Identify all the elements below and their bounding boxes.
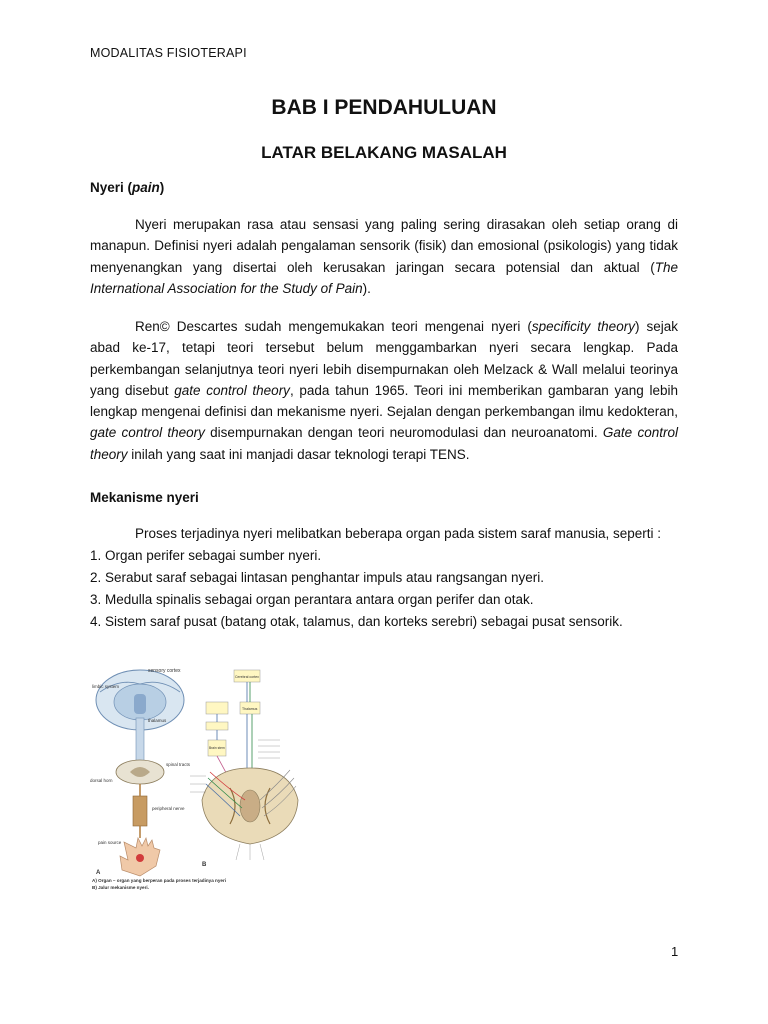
page-header: MODALITAS FISIOTERAPI bbox=[90, 46, 247, 60]
label-dorsal-horn: dorsal horn bbox=[90, 778, 113, 783]
label-limbic-system: limbic system bbox=[92, 684, 120, 689]
p2-d: gate control theory bbox=[174, 382, 290, 398]
p2-i: inilah yang saat ini manjadi dasar teknologi terapi TENS. bbox=[127, 446, 470, 462]
nyeri-heading bbox=[90, 180, 164, 195]
figure-panel-a bbox=[90, 668, 191, 876]
paragraph-nyeri-definition bbox=[90, 214, 678, 299]
p2-g: disempurnakan dengan teori neuromodulasi dan neuroanatomi. bbox=[204, 425, 603, 441]
p2-h: Gate control theory bbox=[90, 425, 678, 462]
list-item: 3. Medulla spinalis sebagai organ perantara antara organ perifer dan otak. bbox=[90, 592, 534, 607]
list-item: 1. Organ perifer sebagai sumber nyeri. bbox=[90, 548, 322, 563]
label-peripheral-nerve: peripheral nerve bbox=[152, 806, 185, 811]
label-cerebral-cortex: Cerebral cortex bbox=[235, 675, 259, 679]
list-item: 4. Sistem saraf pusat (batang otak, talamus, dan korteks serebri) sebagai pusat sensorik. bbox=[90, 614, 623, 629]
paragraph-nyeri-theory bbox=[90, 316, 678, 465]
p2-e: , pada tahun 1965. Teori ini memberikan gambaran yang lebih lengkap mengenai definisi dan mekanisme nyeri. Sejalan dengan perkembangan ilmu kedokteran, bbox=[90, 382, 678, 420]
label-panel-b: B bbox=[202, 862, 207, 868]
p1-italic: The International Association for the Study of Pain bbox=[90, 259, 678, 296]
section-title: LATAR BELAKANG MASALAH bbox=[261, 143, 507, 162]
p1-text: Nyeri merupakan rasa atau sensasi yang paling sering dirasakan oleh setiap orang di manapun. Definisi nyeri adalah pengalaman sensorik (fisik) dan emosional (psikologis) yang tidak menyenangkan yang disertai oleh kerusakan jaringan secara potensial dan aktual ( bbox=[90, 217, 678, 275]
label-panel-a: A bbox=[96, 870, 101, 876]
label-pain-source: pain source bbox=[98, 840, 122, 845]
label-sensory-cortex: sensory cortex bbox=[148, 668, 181, 674]
peripheral-nerve-shape bbox=[133, 796, 147, 826]
p2-f: gate control theory bbox=[90, 425, 205, 441]
mekanisme-list bbox=[90, 523, 690, 633]
nyeri-heading-end: ) bbox=[159, 180, 165, 195]
nyeri-heading-italic: pain bbox=[132, 180, 160, 195]
page-number: 1 bbox=[671, 944, 679, 959]
pain-source-dot bbox=[136, 854, 144, 862]
chapter-title: BAB I PENDAHULUAN bbox=[271, 96, 497, 119]
figure-panel-b bbox=[190, 670, 298, 868]
figure-caption-a: A) Organ – organ yang berperan pada proses terjadinya nyeri bbox=[92, 878, 227, 883]
pain-pathway-figure bbox=[90, 660, 310, 892]
list-item: 2. Serabut saraf sebagai lintasan penghantar impuls atau rangsangan nyeri. bbox=[90, 570, 545, 585]
thalamus-shape bbox=[134, 694, 146, 714]
label-thalamus: thalamus bbox=[148, 718, 167, 723]
nyeri-heading-text: Nyeri ( bbox=[90, 180, 133, 195]
figure-caption-b: B) Jalur mekanisme nyeri. bbox=[92, 885, 149, 890]
p1-end: ). bbox=[362, 280, 371, 296]
p2-c: ) sejak abad ke-17, tetapi teori tersebut belum menggambarkan nyeri secara lengkap. Pada perkembangan selanjutnya teori nyeri lebih disempurnakan oleh Melzack & Wall melalui teorinya yang disebut bbox=[90, 319, 678, 398]
label-thalamus-b: Thalamus bbox=[242, 707, 258, 711]
p2-b: specificity theory bbox=[531, 319, 635, 334]
p2-a: Ren© Descartes sudah mengemukakan teori mengenai nyeri ( bbox=[135, 319, 532, 334]
mekanisme-intro: Proses terjadinya nyeri melibatkan beberapa organ pada sistem saraf manusia, seperti : bbox=[135, 526, 662, 541]
mekanisme-heading: Mekanisme nyeri bbox=[90, 490, 199, 505]
label-spinal-tracts: spinal tracts bbox=[166, 762, 191, 767]
label-brain-stem: Brain stem bbox=[209, 746, 225, 750]
